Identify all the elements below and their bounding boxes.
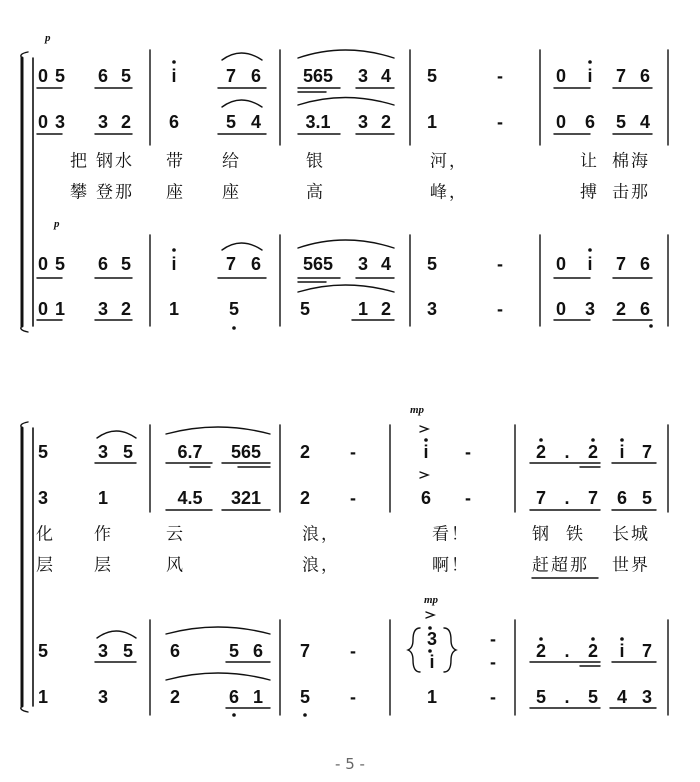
note: 2 [535, 641, 547, 661]
note: 565 [302, 254, 334, 274]
note: 5 [299, 299, 311, 319]
note: 5 [37, 442, 49, 462]
rest-dash: - [350, 687, 356, 707]
rest-dash: - [350, 488, 356, 508]
note: 5 [122, 442, 134, 462]
lyric: 化 [36, 524, 55, 545]
note: 7 [615, 254, 627, 274]
lyric: 带 [166, 151, 185, 172]
note: 6 [252, 641, 264, 661]
note: 2 [615, 299, 627, 319]
note: 6.7 [177, 442, 203, 462]
note: 6 [584, 112, 596, 132]
note: 3 [426, 299, 438, 319]
lyric: 搏 [580, 182, 599, 203]
note: 3 [54, 112, 66, 132]
note: 5 [228, 641, 240, 661]
lyric: 钢水 [96, 151, 134, 172]
rest-dash: - [497, 254, 503, 274]
note: 3 [97, 442, 109, 462]
note: 4 [639, 112, 651, 132]
lyric: 世界 [612, 555, 650, 576]
note: 3.1 [305, 112, 331, 132]
note: i [171, 66, 177, 86]
note: i [423, 442, 429, 462]
lyric: 浪， [302, 555, 340, 576]
note: 2 [380, 112, 392, 132]
note: 1 [426, 112, 438, 132]
note: 2 [299, 442, 311, 462]
note: 6 [168, 112, 180, 132]
dynamic-marking: p [54, 218, 60, 230]
note: 7 [615, 66, 627, 86]
note: 5 [37, 641, 49, 661]
note: 3 [584, 299, 596, 319]
rest-dash: - [490, 687, 496, 707]
note: 2 [587, 641, 599, 661]
note: 6 [97, 254, 109, 274]
note: 4 [616, 687, 628, 707]
note: 5 [120, 254, 132, 274]
note: i [587, 254, 593, 274]
rest-dash: - [490, 629, 496, 649]
note: 5 [122, 641, 134, 661]
note: 3 [641, 687, 653, 707]
lyric: 云 [166, 524, 185, 545]
note: 7 [225, 254, 237, 274]
note: 7 [641, 442, 653, 462]
lyric: 赶超那 [532, 555, 589, 576]
note: 7 [225, 66, 237, 86]
note: 3 [357, 66, 369, 86]
note: 2 [169, 687, 181, 707]
chord-note: i [429, 652, 435, 672]
rest-dash: - [465, 442, 471, 462]
note: i [619, 641, 625, 661]
note: 3 [97, 641, 109, 661]
note: 7 [535, 488, 547, 508]
rest-dash: - [490, 652, 496, 672]
note: 6 [639, 254, 651, 274]
note: 4 [380, 254, 392, 274]
note: 7 [299, 641, 311, 661]
note: 6 [616, 488, 628, 508]
note: 1 [97, 488, 109, 508]
note: 6 [169, 641, 181, 661]
note: 2 [587, 442, 599, 462]
dot: . [564, 488, 570, 508]
lyric: 银 [306, 151, 325, 172]
lyric: 登那 [96, 182, 134, 203]
dot: . [564, 442, 570, 462]
note: 5 [587, 687, 599, 707]
lyric: 钢 [532, 524, 551, 545]
note: i [171, 254, 177, 274]
note: 5 [54, 254, 66, 274]
lyric: 浪， [302, 524, 340, 545]
rest-dash: - [350, 442, 356, 462]
note: 0 [555, 66, 567, 86]
rest-dash: - [497, 66, 503, 86]
lyric: 啊！ [432, 555, 470, 576]
note: 3 [97, 687, 109, 707]
note: 5 [426, 254, 438, 274]
note: 5 [225, 112, 237, 132]
note: 2 [535, 442, 547, 462]
note: 5 [615, 112, 627, 132]
lyric: 让 [580, 151, 599, 172]
lyric: 座 [222, 182, 241, 203]
note: 3 [97, 299, 109, 319]
rest-dash: - [497, 112, 503, 132]
note: 4 [380, 66, 392, 86]
lyric: 攀 [70, 182, 89, 203]
lyric: 长城 [612, 524, 650, 545]
note: 1 [252, 687, 264, 707]
note: 1 [168, 299, 180, 319]
note: 3 [97, 112, 109, 132]
lyric: 峰， [430, 182, 468, 203]
note: 4 [250, 112, 262, 132]
lyric: 风 [166, 555, 185, 576]
lyric: 河， [430, 151, 468, 172]
note: 5 [54, 66, 66, 86]
note: 6 [250, 254, 262, 274]
note: 0 [37, 112, 49, 132]
page-number: - 5 - [335, 755, 365, 773]
note: 6 [97, 66, 109, 86]
note: 0 [555, 254, 567, 274]
note: i [619, 442, 625, 462]
note: 565 [230, 442, 262, 462]
note: 3 [37, 488, 49, 508]
lyric: 层 [36, 555, 55, 576]
chord-note: 3 [426, 629, 438, 649]
dynamic-marking: mp [410, 404, 425, 416]
note: 5 [228, 299, 240, 319]
note: 5 [426, 66, 438, 86]
lyric: 作 [94, 524, 113, 545]
rest-dash: - [497, 299, 503, 319]
dynamic-marking: p [45, 32, 51, 44]
note: 1 [426, 687, 438, 707]
dot: . [564, 641, 570, 661]
note: 5 [120, 66, 132, 86]
note: 6 [228, 687, 240, 707]
lyric: 击那 [612, 182, 650, 203]
note: 0 [37, 66, 49, 86]
note: 0 [555, 112, 567, 132]
note: 7 [641, 641, 653, 661]
lyric: 把 [70, 151, 89, 172]
note: 6 [639, 299, 651, 319]
note: 6 [420, 488, 432, 508]
lyric: 高 [306, 182, 325, 203]
note: 2 [299, 488, 311, 508]
note: 5 [535, 687, 547, 707]
note: 4.5 [177, 488, 203, 508]
note: 321 [230, 488, 262, 508]
note: 0 [555, 299, 567, 319]
note: 0 [37, 299, 49, 319]
note: 3 [357, 254, 369, 274]
note: 6 [639, 66, 651, 86]
lyric: 座 [166, 182, 185, 203]
note: 2 [380, 299, 392, 319]
note: 1 [54, 299, 66, 319]
note: 2 [120, 112, 132, 132]
dynamic-marking: mp [424, 594, 439, 606]
lyric: 给 [222, 151, 241, 172]
note: i [587, 66, 593, 86]
note: 1 [357, 299, 369, 319]
rest-dash: - [350, 641, 356, 661]
note: 6 [250, 66, 262, 86]
lyric: 棉海 [612, 151, 650, 172]
note: 1 [37, 687, 49, 707]
lyric: 层 [94, 555, 113, 576]
note: 2 [120, 299, 132, 319]
note: 5 [641, 488, 653, 508]
rest-dash: - [465, 488, 471, 508]
lyric: 看！ [432, 524, 470, 545]
note: 565 [302, 66, 334, 86]
dot: . [564, 687, 570, 707]
note: 3 [357, 112, 369, 132]
note: 0 [37, 254, 49, 274]
lyric: 铁 [566, 524, 585, 545]
note: 7 [587, 488, 599, 508]
note: 5 [299, 687, 311, 707]
